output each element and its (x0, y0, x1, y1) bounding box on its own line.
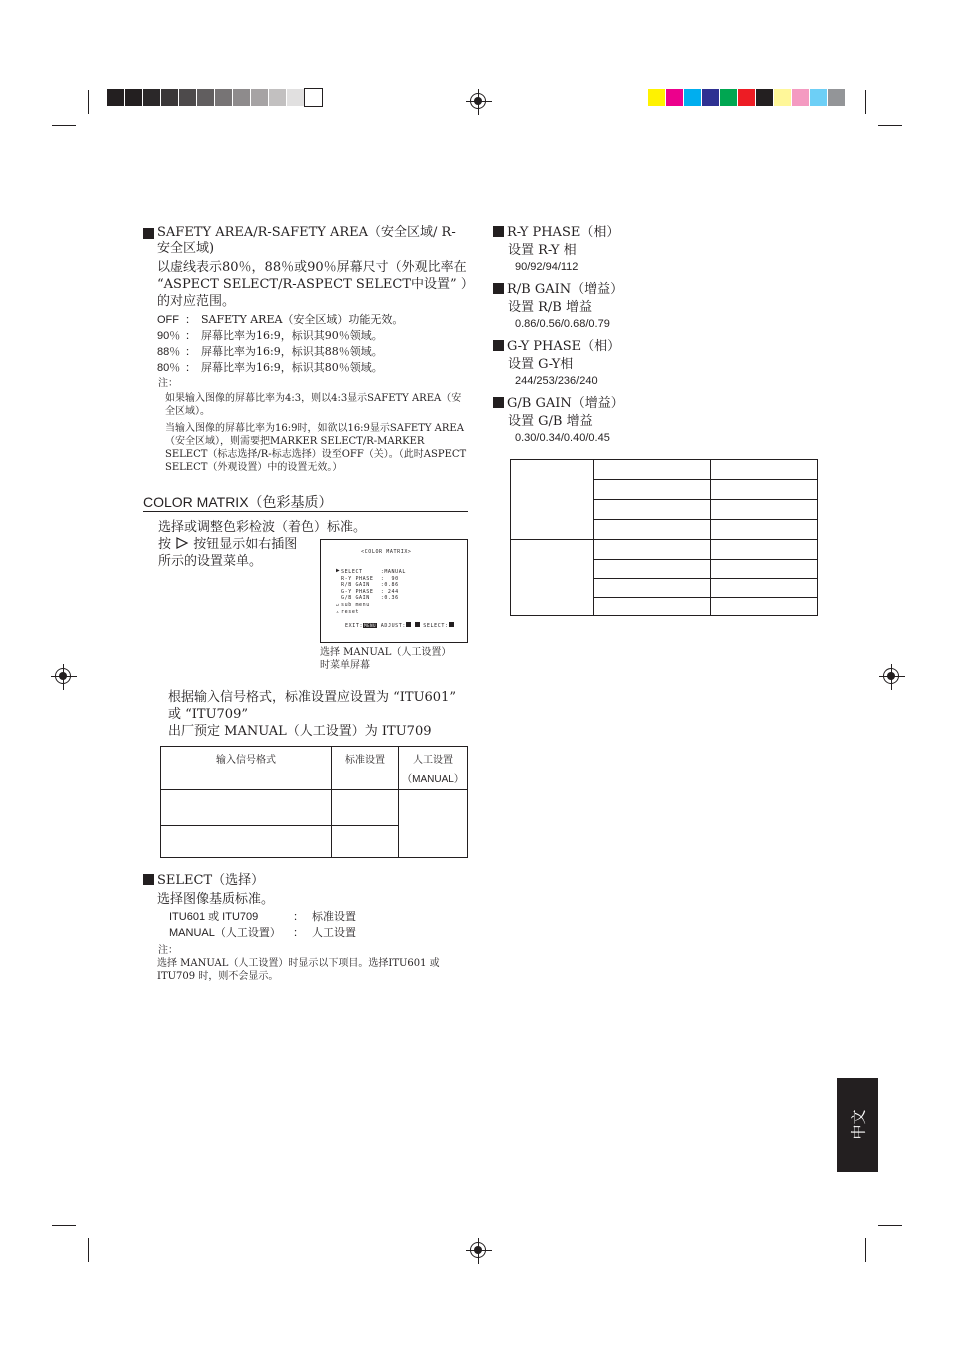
param-description: 设置 R-Y 相 (508, 243, 577, 258)
table-cell (594, 460, 711, 480)
table-cell (332, 790, 399, 826)
note-label: 注： (158, 945, 178, 956)
table-cell (399, 790, 468, 858)
osd-title: <COLOR MATRIX> (361, 549, 412, 555)
osd-select-key-icon (449, 622, 454, 627)
osd-line: R-Y PHASE : 90 (341, 575, 399, 582)
intro-line-1: 选择或调整色彩检波（着色）标准。 (158, 520, 367, 535)
param-heading (493, 339, 693, 355)
osd-exit-label: EXIT: (345, 623, 364, 629)
parameter-list (493, 225, 693, 453)
gray-swatch (233, 89, 250, 106)
gray-swatch (215, 89, 232, 106)
standard-line-1: 根据输入信号格式，标准设置应设置为 “ITU601” 或 “ITU709” (168, 690, 456, 722)
square-bullet-icon (143, 228, 154, 239)
table-cell (511, 540, 594, 616)
crop-mark (88, 1238, 89, 1262)
square-bullet-icon (493, 283, 504, 294)
param-heading (493, 225, 693, 241)
option-sep: ： (185, 345, 196, 358)
square-bullet-icon (493, 397, 504, 408)
registration-mark-icon (470, 1242, 486, 1258)
table-cell (711, 579, 818, 598)
option-row (169, 909, 468, 925)
option-sep: ： (185, 329, 196, 342)
safety-area-options (157, 312, 468, 376)
registration-mark-icon (470, 93, 486, 109)
option-text: 屏幕比率为16:9，标识其90％领域。 (201, 329, 383, 342)
table-header-standard (332, 747, 399, 790)
safety-area-description: 以虚线表示80％，88％或90％屏幕尺寸（外观比率在 “ASPECT SELECT/R-ASPECT SELECT中设置” ）的对应范围。 (157, 260, 468, 309)
table-cell (594, 520, 711, 540)
standard-line-2: 出厂预定 MANUAL（人工设置）为 ITU709 (168, 724, 432, 739)
gray-swatch (251, 89, 268, 106)
option-key: ITU601 或 ITU709 (169, 911, 259, 923)
param-heading-text: R-Y PHASE（相） (507, 225, 620, 240)
param-description: 设置 G-Y相 (508, 357, 574, 372)
table-cell (711, 520, 818, 540)
gray-swatch (287, 89, 304, 106)
option-text: 人工设置 (312, 926, 356, 939)
safety-area-heading-text: SAFETY AREA/R-SAFETY AREA（安全区域/ R-安全区域) (157, 225, 456, 256)
select-description: 选择图像基质标准。 (157, 892, 275, 907)
table-header-manual (399, 747, 468, 790)
param-heading (493, 282, 693, 298)
param-values: 0.86/0.56/0.68/0.79 (515, 318, 610, 330)
option-key: 80％ (157, 362, 181, 374)
crop-mark (878, 125, 902, 126)
crop-mark (52, 1225, 76, 1226)
option-text: 屏幕比率为16:9，标识其80％领域。 (201, 361, 383, 374)
option-text: 屏幕比率为16:9，标识其88％领域。 (201, 345, 383, 358)
gray-swatch (125, 89, 142, 106)
osd-line-submenu (336, 601, 406, 609)
table-cell (161, 790, 332, 826)
select-section (143, 873, 468, 983)
option-row (169, 925, 468, 941)
square-bullet-icon (493, 226, 504, 237)
option-key: 88％ (157, 346, 181, 358)
color-swatch (738, 89, 755, 106)
gray-swatch (269, 89, 286, 106)
square-bullet-icon (143, 874, 154, 885)
safety-note-2: 当输入图像的屏幕比率为16:9时，如欲以16:9显示SAFETY AREA（安全区域），则需要把MARKER SELECT/R-MARKER SELECT（标志选择/R-标志选择）设至OFF（关）。（此时ASPECT SELECT（外观设置）中的设置无效。） (165, 423, 467, 473)
parameter-value-table (510, 459, 818, 616)
table-cell (594, 540, 711, 560)
param-g-y-phase (493, 339, 693, 396)
standard-setting-text (168, 689, 458, 740)
gray-swatch (197, 89, 214, 106)
color-matrix-intro (158, 519, 367, 570)
gray-swatch (143, 89, 160, 106)
table-header-input-format (161, 747, 332, 790)
enter-arrow-icon: ↵ (336, 601, 340, 608)
option-key: 90％ (157, 330, 181, 342)
osd-footer (345, 622, 454, 630)
param-description: 设置 G/B 增益 (508, 414, 593, 429)
intro-line-3: 所示的设置菜单。 (158, 554, 263, 569)
color-swatch (702, 89, 719, 106)
language-side-tab (837, 1078, 878, 1172)
crop-mark (878, 1225, 902, 1226)
gray-swatch (305, 89, 322, 106)
registration-mark-icon (883, 668, 899, 684)
option-row (157, 312, 468, 328)
param-heading-text: G-Y PHASE（相） (507, 339, 621, 354)
option-key: MANUAL（人工设置） (169, 927, 281, 939)
option-key: OFF (157, 314, 179, 326)
color-swatch (720, 89, 737, 106)
right-arrow-button-icon (175, 537, 189, 549)
param-values: 0.30/0.34/0.40/0.45 (515, 432, 610, 444)
osd-line: R/B GAIN :0.86 (341, 582, 399, 589)
param-values: 244/253/236/240 (515, 375, 598, 387)
table-cell (511, 460, 594, 540)
table-cell (594, 560, 711, 579)
intro-line-2 (158, 536, 323, 553)
param-heading-text: G/B GAIN（增益） (507, 396, 624, 411)
osd-lines (336, 567, 406, 615)
color-matrix-title: COLOR MATRIX（色彩基质） (143, 494, 333, 510)
param-r-b-gain (493, 282, 693, 339)
intro-press: 按 (158, 537, 172, 552)
osd-line: G/B GAIN :0.36 (341, 595, 399, 602)
color-swatch (756, 89, 773, 106)
table-cell (594, 598, 711, 616)
header-text: 标准设置 (345, 755, 385, 766)
color-swatch (684, 89, 701, 106)
safety-note-1: 如果输入图像的屏幕比率为4:3，则以4:3显示SAFETY AREA（安全区域）。 (165, 393, 462, 417)
select-note: 选择 MANUAL（人工设置）时显示以下项目。选择ITU601 或 ITU709 时，则不会显示。 (157, 958, 440, 982)
square-bullet-icon (493, 340, 504, 351)
option-row (157, 328, 468, 344)
table-cell (594, 579, 711, 598)
param-g-b-gain (493, 396, 693, 453)
safety-area-heading (143, 225, 468, 257)
option-text: SAFETY AREA（安全区域）功能无效。 (201, 313, 404, 326)
option-sep: ： (293, 910, 304, 923)
select-heading (143, 873, 468, 889)
osd-line-reset (336, 608, 406, 616)
osd-line-text: reset (341, 608, 360, 615)
select-heading-text: SELECT（选择） (157, 873, 265, 888)
osd-line-text: sub menu (341, 601, 370, 608)
option-sep: ： (293, 926, 304, 939)
table-cell (711, 598, 818, 616)
osd-minus-key-icon (406, 622, 411, 627)
osd-menu-key: MENU (364, 623, 377, 628)
osd-adjust-label: ADJUST: (380, 623, 407, 629)
header-text: 人工设置 (413, 755, 453, 766)
gray-swatch (161, 89, 178, 106)
osd-line-select (336, 567, 406, 576)
select-options (169, 909, 468, 941)
color-swatch (828, 89, 845, 106)
registration-mark-icon (55, 668, 71, 684)
osd-plus-key-icon (415, 622, 420, 627)
table-cell (594, 480, 711, 500)
header-text: 输入信号格式 (216, 755, 276, 766)
color-swatch (810, 89, 827, 106)
header-subtext: （MANUAL） (402, 774, 464, 785)
table-cell (711, 460, 818, 480)
param-description: 设置 R/B 增益 (508, 300, 592, 315)
crop-mark (52, 125, 76, 126)
color-swatch (666, 89, 683, 106)
note-label: 注： (158, 378, 178, 389)
osd-select-label: SELECT: (423, 623, 449, 629)
cursor-arrow-icon: ▶ (336, 567, 341, 574)
param-values: 90/92/94/112 (515, 261, 579, 273)
osd-caption: 选择 MANUAL（人工设置）时菜单屏幕 (320, 647, 452, 671)
intro-button-text: 按钮显示如右插图 (193, 537, 298, 552)
param-r-y-phase (493, 225, 693, 282)
color-matrix-rule (143, 511, 468, 512)
color-swatch (648, 89, 665, 106)
param-heading (493, 396, 693, 412)
osd-line-text: SELECT :MANUAL (341, 569, 406, 575)
option-sep: ： (185, 313, 196, 326)
table-cell (332, 826, 399, 858)
crop-mark (865, 90, 866, 114)
option-sep: ： (185, 361, 196, 374)
gray-swatch (179, 89, 196, 106)
table-cell (711, 500, 818, 520)
osd-menu-screen (320, 539, 468, 643)
table-cell (161, 826, 332, 858)
osd-line: G-Y PHASE : 244 (341, 588, 399, 595)
table-cell (594, 500, 711, 520)
crop-mark (865, 1238, 866, 1262)
table-cell (711, 540, 818, 560)
option-text: 标准设置 (312, 910, 356, 923)
color-swatch (774, 89, 791, 106)
language-tab-label: 中文 (850, 1109, 868, 1140)
option-row (157, 344, 468, 360)
safety-area-section (143, 225, 468, 474)
table-cell (711, 480, 818, 500)
table-cell (711, 560, 818, 579)
gray-swatch (107, 89, 124, 106)
crop-mark (88, 90, 89, 114)
option-row (157, 360, 468, 376)
reset-icon: ▵ (336, 608, 340, 615)
signal-format-table (160, 746, 468, 858)
param-heading-text: R/B GAIN（增益） (507, 282, 624, 297)
color-swatch (792, 89, 809, 106)
